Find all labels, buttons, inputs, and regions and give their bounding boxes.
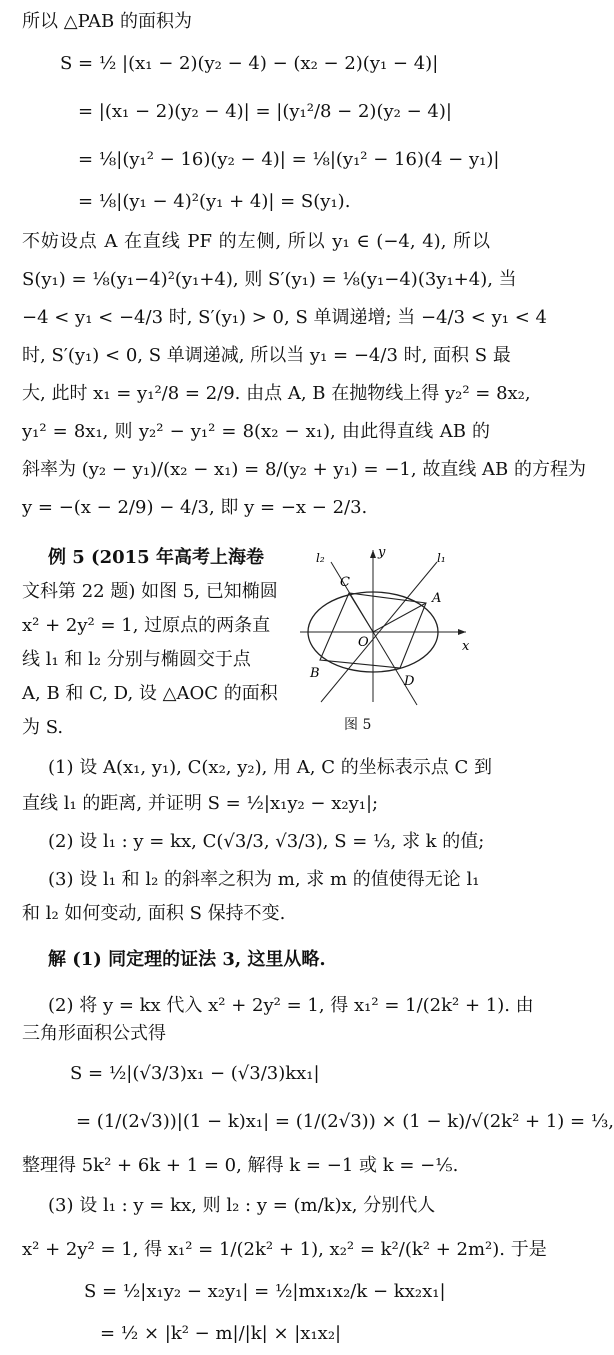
text-line: 为 S.	[22, 717, 64, 738]
label-C: C	[340, 575, 350, 590]
text-line: 线 l₁ 和 l₂ 分别与椭圆交于点	[22, 649, 251, 670]
y-axis-arrow	[370, 550, 376, 558]
text-line: (1) 设 A(x₁, y₁), C(x₂, y₂), 用 A, C 的坐标表示点 C 到	[48, 757, 492, 778]
text-line: (2) 设 l₁ : y = kx, C(√3/3, √3/3), S = ⅓, 求 k 的值;	[48, 831, 485, 852]
text-line: (3) 设 l₁ 和 l₂ 的斜率之积为 m, 求 m 的值使得无论 l₁	[48, 869, 480, 890]
text-line: 三角形面积公式得	[22, 1023, 166, 1044]
label-A: A	[432, 591, 442, 606]
example-heading: 例 5 (2015 年高考上海卷	[48, 547, 264, 568]
text-line: 文科第 22 题) 如图 5, 已知椭圆	[22, 581, 278, 602]
label-y: y	[378, 545, 386, 560]
text-line: 不妨设点 A 在直线 PF 的左侧, 所以 y₁ ∈ (−4, 4), 所以	[22, 231, 490, 252]
equation-line: = |(x₁ − 2)(y₂ − 4)| = |(y₁²/8 − 2)(y₂ − 4)|	[78, 101, 452, 122]
label-B: B	[310, 666, 320, 681]
segment-OC	[349, 593, 373, 632]
text-line: y₁² = 8x₁, 则 y₂² − y₁² = 8(x₂ − x₁), 由此得直线 AB 的	[22, 421, 490, 442]
equation-line: S = ½|(√3/3)x₁ − (√3/3)kx₁|	[70, 1063, 320, 1084]
text-line: S(y₁) = ⅛(y₁−4)²(y₁+4), 则 S′(y₁) = ⅛(y₁−4)(3y₁+4), 当	[22, 269, 517, 290]
label-O: O	[358, 635, 369, 650]
solution-heading: 解 (1) 同定理的证法 3, 这里从略.	[48, 949, 326, 970]
text-line: −4 < y₁ < −4/3 时, S′(y₁) > 0, S 单调递增; 当 −4/3 < y₁ < 4	[22, 307, 547, 328]
text-line: 直线 l₁ 的距离, 并证明 S = ½|x₁y₂ − x₂y₁|;	[22, 793, 379, 814]
text-line: 大, 此时 x₁ = y₁²/8 = 2/9. 由点 A, B 在抛物线上得 y₂² = 8x₂,	[22, 383, 531, 404]
text-line: x² + 2y² = 1, 过原点的两条直	[22, 615, 271, 636]
ellipse-figure	[296, 542, 486, 712]
label-l1: l₁	[437, 551, 446, 565]
text-line: A, B 和 C, D, 设 △AOC 的面积	[22, 683, 278, 704]
text-line: 整理得 5k² + 6k + 1 = 0, 解得 k = −1 或 k = −⅕.	[22, 1155, 459, 1176]
equation-line: = ⅛|(y₁ − 4)²(y₁ + 4)| = S(y₁).	[78, 191, 351, 212]
x-axis-arrow	[458, 629, 466, 635]
label-l2: l₂	[316, 551, 325, 565]
text-line: (3) 设 l₁ : y = kx, 则 l₂ : y = (m/k)x, 分别代人	[48, 1195, 436, 1216]
equation-line: = (1/(2√3))|(1 − k)x₁| = (1/(2√3)) × (1 − k)/√(2k² + 1) = ⅓,	[76, 1111, 614, 1132]
text-line: 斜率为 (y₂ − y₁)/(x₂ − x₁) = 8/(y₂ + y₁) = −1, 故直线 AB 的方程为	[22, 459, 586, 480]
text-line: 时, S′(y₁) < 0, S 单调递减, 所以当 y₁ = −4/3 时, 面积 S 最	[22, 345, 511, 366]
text-line: 所以 △PAB 的面积为	[22, 11, 192, 32]
equation-line: S = ½|x₁y₂ − x₂y₁| = ½|mx₁x₂/k − kx₂x₁|	[84, 1281, 446, 1302]
text-line: 和 l₂ 如何变动, 面积 S 保持不变.	[22, 903, 286, 924]
equation-line: = ⅛|(y₁² − 16)(y₂ − 4)| = ⅛|(y₁² − 16)(4 − y₁)|	[78, 149, 500, 170]
label-D: D	[404, 674, 415, 689]
equation-line: S = ½ |(x₁ − 2)(y₂ − 4) − (x₂ − 2)(y₁ − 4)|	[60, 53, 439, 74]
label-x: x	[462, 639, 470, 654]
text-line: x² + 2y² = 1, 得 x₁² = 1/(2k² + 1), x₂² = k²/(k² + 2m²). 于是	[22, 1239, 547, 1260]
text-line: (2) 将 y = kx 代入 x² + 2y² = 1, 得 x₁² = 1/(2k² + 1). 由	[48, 995, 534, 1016]
figure-caption: 图 5	[344, 717, 372, 733]
text-line: y = −(x − 2/9) − 4/3, 即 y = −x − 2/3.	[22, 497, 368, 518]
ellipse-diagram	[296, 542, 486, 712]
equation-line: = ½ × |k² − m|/|k| × |x₁x₂|	[100, 1323, 342, 1344]
